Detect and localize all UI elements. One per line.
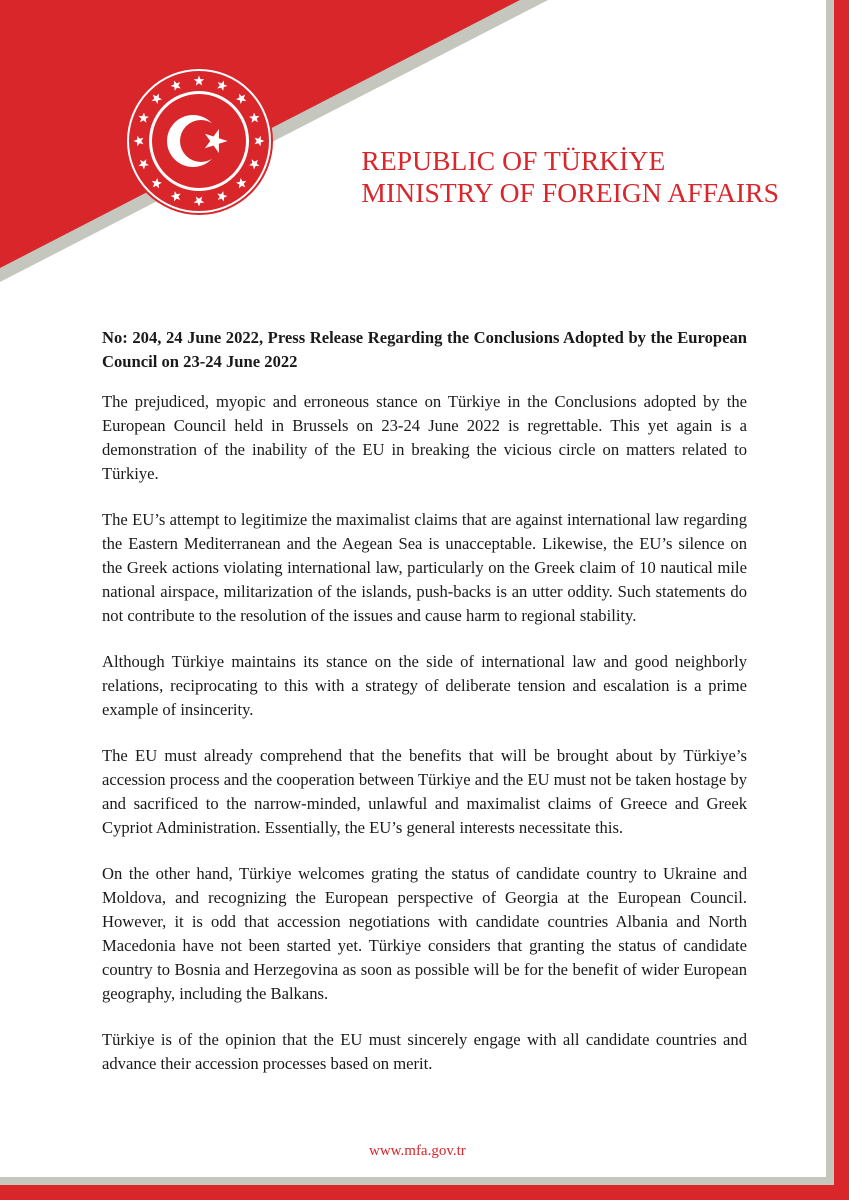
press-release-heading: No: 204, 24 June 2022, Press Release Regarding the Conclusions Adopted by the European Council on 23-24 June 2022 (102, 328, 747, 371)
turkish-crescent-star-seal-icon (125, 67, 273, 215)
paragraph-1: The prejudiced, myopic and erroneous stance on Türkiye in the Conclusions adopted by the European Council held in Brussels on 23-24 June 2022 is regrettable. This yet again is a demonstration of the inability of the EU in breaking the vicious circle on matters related to Türkiye. (102, 392, 747, 483)
paragraph-6: Türkiye is of the opinion that the EU must sincerely engage with all candidate countries and advance their accession processes based on merit. (102, 1030, 747, 1073)
right-border-red (834, 0, 849, 1200)
right-border-gray (826, 0, 834, 1200)
ministry-title-line2: MINISTRY OF FOREIGN AFFAIRS (361, 177, 779, 208)
paragraph-3: Although Türkiye maintains its stance on the side of international law and good neighborly relations, reciprocating to this with a strategy of deliberate tension and escalation is a prime example of insincerity. (102, 652, 747, 719)
ministry-title (361, 145, 779, 209)
paragraph-2: The EU’s attempt to legitimize the maximalist claims that are against international law regarding the Eastern Mediterranean and the Aegean Sea is unacceptable. Likewise, the EU’s silence on the Greek actions violating international law, particularly on the Greek claim of 10 nautical mile national airspace, militarization of the islands, push-backs is an utter oddity. Such statements do not contribute to the resolution of the issues and cause harm to regional stability. (102, 510, 747, 625)
ministry-title-line1: REPUBLIC OF TÜRKİYE (361, 145, 666, 176)
bottom-border-red (0, 1185, 849, 1200)
website-link[interactable]: www.mfa.gov.tr (369, 1143, 466, 1159)
bottom-border-gray (0, 1177, 834, 1185)
paragraph-5: On the other hand, Türkiye welcomes grating the status of candidate country to Ukraine and Moldova, and recognizing the European perspective of Georgia at the European Council. However, it is odd that accession negotiations with candidate countries Albania and North Macedonia have not been started yet. Türkiye considers that granting the status of candidate country to Bosnia and Herzegovina as soon as possible will be for the benefit of wider European geography, including the Balkans. (102, 864, 747, 1003)
press-release-body (102, 326, 747, 1098)
paragraph-4: The EU must already comprehend that the benefits that will be brought about by Türkiye’s accession process and the cooperation between Türkiye and the EU must not be taken hostage by and sacrificed to the narrow-minded, unlawful and maximalist claims of Greece and Greek Cypriot Administration. Essentially, the EU’s general interests necessitate this. (102, 746, 747, 837)
